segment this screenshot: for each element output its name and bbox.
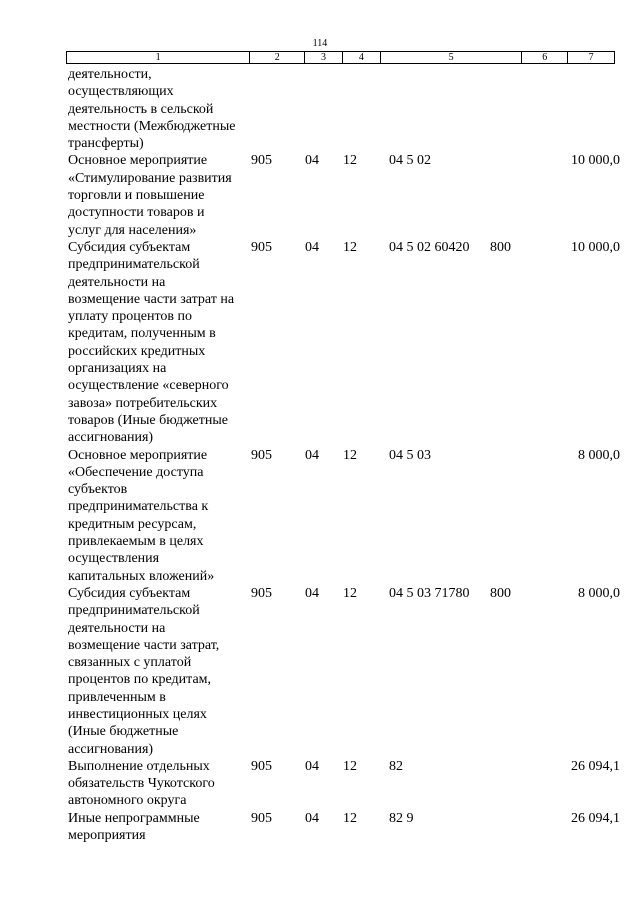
header-col-1: 1	[67, 52, 250, 63]
header-col-4: 4	[343, 52, 381, 63]
table-row	[68, 152, 620, 238]
table-row	[68, 66, 620, 152]
table-row	[68, 758, 620, 810]
header-col-5: 5	[381, 52, 522, 63]
row-csr: 04 5 03 71780	[389, 585, 470, 601]
row-podrazdel: 12	[343, 810, 357, 826]
row-name: Выполнение отдельных обязательств Чукотского автономного округа	[68, 758, 215, 809]
row-name: деятельности, осуществляющих деятельность в сельской местности (Межбюджетные трансферты)	[68, 67, 236, 152]
row-podrazdel: 12	[343, 758, 357, 774]
row-ved: 905	[251, 758, 272, 774]
header-col-3: 3	[305, 52, 343, 63]
table-row	[68, 810, 620, 845]
row-name: Субсидия субъектам предпринимательской деятельности на возмещение части затрат на уплату процентов по кредитам, полученным в российских кредитных организациях на осуществление «северного завоза» потребительских товаров (Иные бюджетные ассигнования)	[68, 239, 235, 446]
row-name: Субсидия субъектам предпринимательской деятельности на возмещение части затрат, связанных с уплатой процентов по кредитам, привлеченным в инвестиционных целях (Иные бюджетные ассигнования)	[68, 585, 220, 757]
row-ved: 905	[251, 239, 272, 255]
row-sum: 8 000,0	[578, 447, 620, 463]
table-body	[68, 66, 620, 844]
row-razdel: 04	[305, 585, 319, 601]
row-vr: 800	[490, 239, 511, 255]
page-number: 114	[312, 38, 328, 49]
row-name: Иные непрограммные мероприятия	[68, 810, 200, 844]
row-podrazdel: 12	[343, 239, 357, 255]
row-sum: 26 094,1	[571, 758, 620, 774]
row-razdel: 04	[305, 758, 319, 774]
row-sum: 10 000,0	[571, 239, 620, 255]
row-razdel: 04	[305, 447, 319, 463]
row-sum: 8 000,0	[578, 585, 620, 601]
table-row	[68, 239, 620, 447]
row-razdel: 04	[305, 810, 319, 826]
row-sum: 10 000,0	[571, 153, 620, 169]
row-name: Основное мероприятие «Стимулирование развития торговли и повышение доступности товаров и услуг для населения»	[68, 153, 232, 238]
row-podrazdel: 12	[343, 585, 357, 601]
row-razdel: 04	[305, 153, 319, 169]
header-col-2: 2	[250, 52, 305, 63]
row-csr: 04 5 02 60420	[389, 239, 470, 255]
table-row	[68, 447, 620, 585]
row-csr: 04 5 02	[389, 153, 431, 169]
row-podrazdel: 12	[343, 153, 357, 169]
row-razdel: 04	[305, 239, 319, 255]
header-col-7: 7	[588, 52, 594, 63]
row-ved: 905	[251, 447, 272, 463]
row-podrazdel: 12	[343, 447, 357, 463]
row-ved: 905	[251, 585, 272, 601]
row-sum: 26 094,1	[571, 810, 620, 826]
row-ved: 905	[251, 810, 272, 826]
header-col-6: 6	[522, 52, 568, 63]
row-name: Основное мероприятие «Обеспечение доступа субъектов предпринимательства к кредитным ресурсам, привлекаемым в целях осуществления капитальных вложений»	[68, 447, 215, 584]
row-vr: 800	[490, 585, 511, 601]
row-csr: 04 5 03	[389, 447, 431, 463]
row-ved: 905	[251, 153, 272, 169]
row-csr: 82	[389, 758, 403, 774]
table-header	[66, 51, 615, 64]
row-csr: 82 9	[389, 810, 414, 826]
table-row	[68, 585, 620, 758]
